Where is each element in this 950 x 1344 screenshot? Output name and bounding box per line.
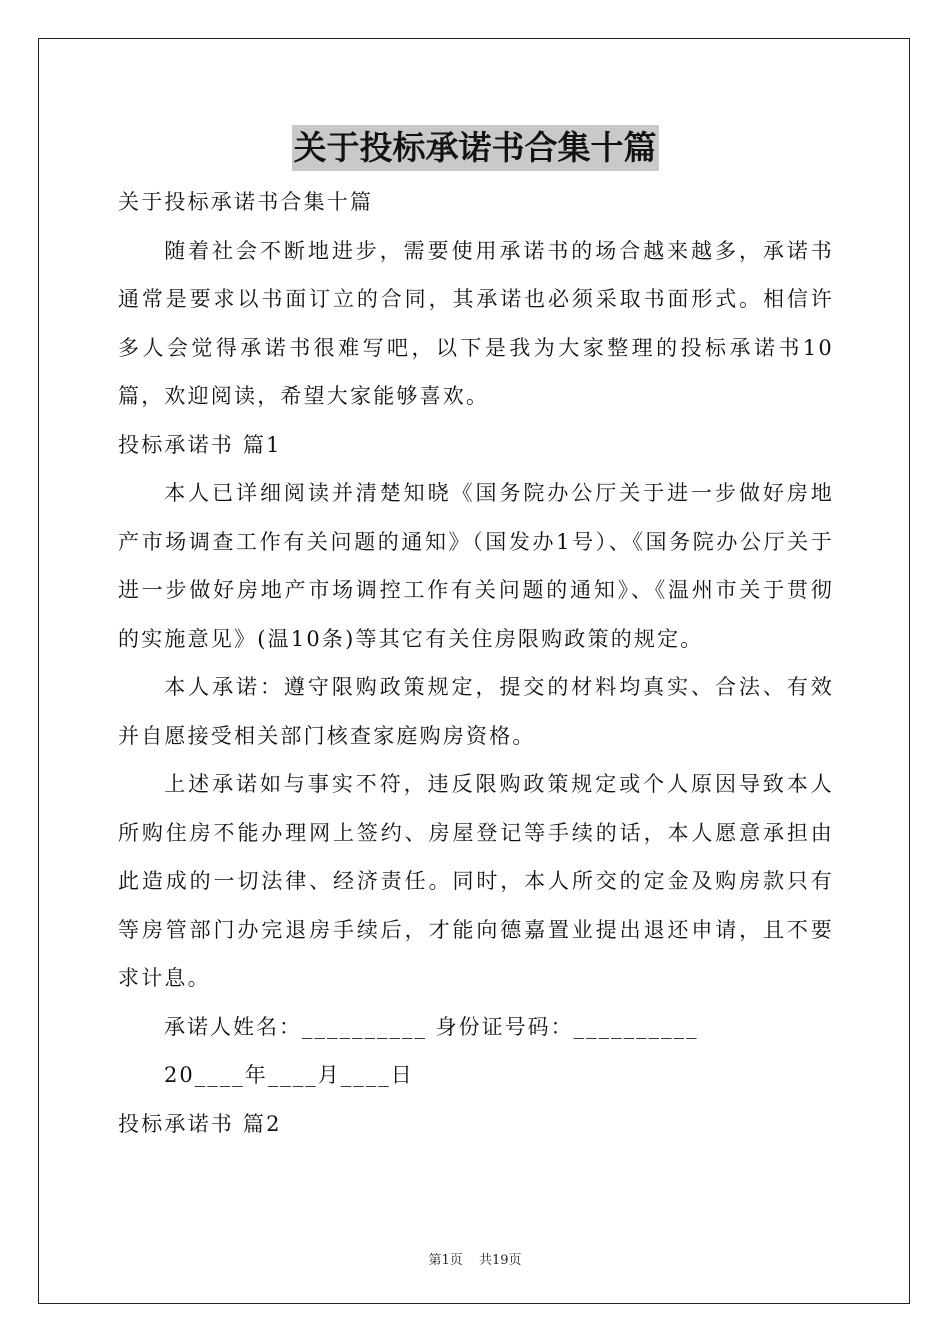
section1-paragraph-3: 上述承诺如与事实不符，违反限购政策规定或个人原因导致本人所购住房不能办理网上签约、房屋登记等手续的话，本人愿意承担由此造成的一切法律、经济责任。同时，本人所交的定金及购房款只有等房管部门办完退房手续后，才能向德嘉置业提出退还申请，且不要求计息。	[118, 772, 834, 990]
page-number: 第1页	[428, 1253, 463, 1268]
date-line: 20____年____月____日	[164, 1063, 414, 1087]
section1-paragraph-1: 本人已详细阅读并清楚知晓《国务院办公厅关于进一步做好房地产市场调查工作有关问题的通知》（国发办1号）、《国务院办公厅关于进一步做好房地产市场调控工作有关问题的通知》、《温州市关于贯彻的实施意见》(温10条)等其它有关住房限购政策的规定。	[118, 481, 834, 651]
section1-paragraph-2: 本人承诺：遵守限购政策规定，提交的材料均真实、合法、有效并自愿接受相关部门核查家庭购房资格。	[118, 675, 834, 748]
signature-line: 承诺人姓名：__________ 身份证号码：__________	[164, 1014, 699, 1039]
document-title: 关于投标承诺书合集十篇	[292, 125, 659, 171]
document-subtitle: 关于投标承诺书合集十篇	[118, 190, 374, 214]
document-body	[118, 178, 834, 1148]
page-footer	[0, 1249, 950, 1268]
section-heading-2: 投标承诺书 篇2	[118, 1111, 282, 1136]
title-container	[0, 125, 950, 171]
intro-paragraph: 随着社会不断地进步，需要使用承诺书的场合越来越多，承诺书通常是要求以书面订立的合同，其承诺也必须采取书面形式。相信许多人会觉得承诺书很难写吧，以下是我为大家整理的投标承诺书10篇，欢迎阅读，希望大家能够喜欢。	[118, 238, 834, 408]
page-total: 共19页	[478, 1253, 522, 1268]
section-heading-1: 投标承诺书 篇1	[118, 432, 282, 457]
